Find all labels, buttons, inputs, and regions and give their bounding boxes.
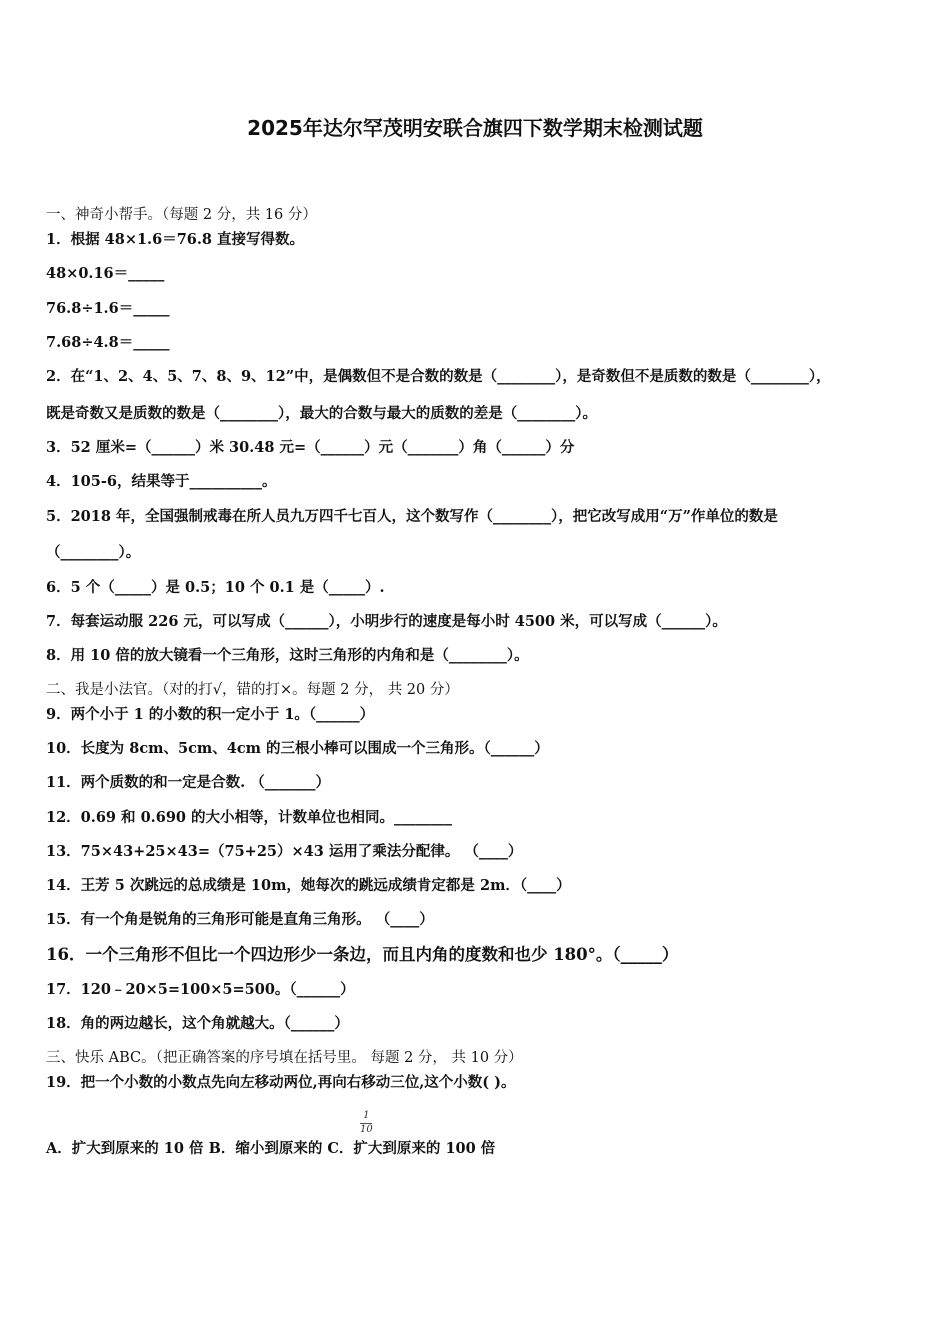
question-12: 12．0.69 和 0.690 的大小相等，计数单位也相同。________	[46, 809, 453, 826]
question-18: 18．角的两边越长，这个角就越大。（______）	[46, 1015, 349, 1032]
question-19: 19．把一个小数的小数点先向左移动两位,再向右移动三位,这个小数( )。	[46, 1074, 516, 1091]
question-5: 5．2018 年，全国强制戒毒在所人员九万四千七百人，这个数写作（________），把它改写成用“万”作单位的数是	[46, 508, 778, 525]
question-3: 3．52 厘米=（______）米 30.48 元=（______）元（_______）角（______）分	[46, 439, 575, 456]
page-title: 2025年达尔罕茂明安联合旗四下数学期末检测试题	[247, 116, 703, 140]
fraction-denominator: 10	[360, 1124, 373, 1135]
question-8: 8．用 10 倍的放大镜看一个三角形，这时三角形的内角和是（________）。	[46, 647, 529, 664]
question-17: 17．120﹣20×5=100×5=500。（______）	[46, 981, 355, 998]
question-9: 9．两个小于 1 的小数的积一定小于 1。（______）	[46, 706, 375, 723]
fraction-numerator: 1	[363, 1110, 370, 1121]
question-1-item-b: 76.8÷1.6＝_____	[46, 300, 170, 317]
question-10: 10．长度为 8cm、5cm、4cm 的三根小棒可以围成一个三角形。（______）	[46, 740, 549, 757]
question-5-continued: （________）。	[46, 544, 141, 561]
question-19-options: A．扩大到原来的 10 倍 B．缩小到原来的 C．扩大到原来的 100 倍	[46, 1140, 496, 1157]
question-2-continued: 既是奇数又是质数的数是（________），最大的合数与最大的质数的差是（________）。	[46, 405, 597, 422]
question-6: 6．5 个（_____）是 0.5；10 个 0.1 是（_____）.	[46, 579, 385, 596]
question-2: 2．在“1、2、4、5、7、8、9、12”中，是偶数但不是合数的数是（________），是奇数但不是质数的数是（________），	[46, 368, 831, 385]
question-1: 1．根据 48×1.6＝76.8 直接写得数。	[46, 231, 305, 248]
fraction-one-tenth	[360, 1110, 373, 1136]
question-16: 16．一个三角形不但比一个四边形少一条边，而且内角的度数和也少 180°。（_____）	[46, 945, 679, 964]
section-2-heading: 二、我是小法官。（对的打√，错的打×。每题 2 分， 共 20 分）	[46, 682, 459, 698]
question-1-item-c: 7.68÷4.8＝_____	[46, 334, 170, 351]
question-7: 7．每套运动服 226 元，可以写成（______），小明步行的速度是每小时 4500 米，可以写成（______）。	[46, 613, 727, 630]
section-1-heading: 一、神奇小帮手。（每题 2 分，共 16 分）	[46, 207, 317, 223]
question-15: 15．有一个角是锐角的三角形可能是直角三角形。 （____）	[46, 911, 434, 928]
question-13: 13．75×43+25×43=（75+25）×43 运用了乘法分配律。 （____）	[46, 843, 523, 860]
question-14: 14．王芳 5 次跳远的总成绩是 10m，她每次的跳远成绩肯定都是 2m．（____）	[46, 877, 571, 894]
question-4: 4．105-6，结果等于__________。	[46, 473, 277, 490]
question-1-item-a: 48×0.16＝_____	[46, 265, 165, 282]
section-3-heading: 三、快乐 ABC。（把正确答案的序号填在括号里。 每题 2 分， 共 10 分）	[46, 1050, 523, 1066]
question-11: 11．两个质数的和一定是合数. （_______）	[46, 774, 331, 791]
